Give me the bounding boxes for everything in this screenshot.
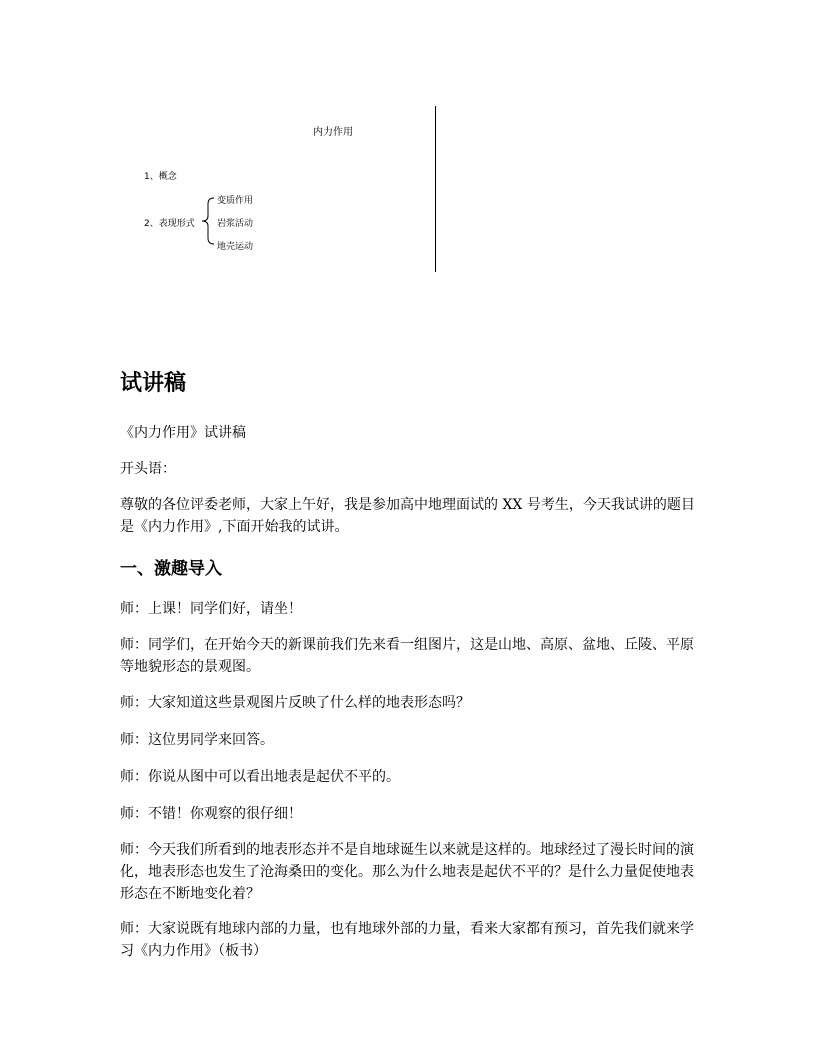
board-subitem: 岩浆活动 xyxy=(217,219,254,229)
section-heading: 一、激趣导入 xyxy=(120,559,222,579)
document-title: 《内力作用》试讲稿 xyxy=(120,425,246,441)
opening-paragraph: 尊敬的各位评委老师，大家上午好，我是参加高中地理面试的 XX 号考生，今天我试讲的题目是《内力作用》,下面开始我的试讲。 xyxy=(120,497,695,535)
board-subitem: 变质作用 xyxy=(217,196,254,206)
board-item-forms: 2、表现形式 xyxy=(144,219,195,229)
dialogue-line: 师：上课！同学们好，请坐！ xyxy=(120,601,302,617)
board-subitem: 地壳运动 xyxy=(217,242,254,252)
board-item-concept: 1、概念 xyxy=(144,172,177,182)
opening-label: 开头语： xyxy=(120,461,176,477)
divider-line xyxy=(435,106,436,272)
dialogue-line: 师：大家知道这些景观图片反映了什么样的地表形态吗？ xyxy=(120,695,470,711)
dialogue-line: 师：大家说既有地球内部的力量，也有地球外部的力量，看来大家都有预习，首先我们就来学习《内力作用》（板书） xyxy=(120,921,694,959)
dialogue-line: 师：这位男同学来回答。 xyxy=(120,732,274,748)
page-heading: 试讲稿 xyxy=(120,371,187,396)
brace-icon xyxy=(200,196,216,246)
dialogue-line: 师：同学们，在开始今天的新课前我们先来看一组图片，这是山地、高原、盆地、丘陵、平原等地貌形态的景观图。 xyxy=(120,637,694,675)
board-title: 内力作用 xyxy=(313,127,353,138)
dialogue-line: 师：你说从图中可以看出地表是起伏不平的。 xyxy=(120,769,400,785)
blackboard-outline xyxy=(120,100,440,275)
dialogue-line: 师：今天我们所看到的地表形态并不是自地球诞生以来就是这样的。地球经过了漫长时间的演化，地表形态也发生了沧海桑田的变化。那么为什么地表是起伏不平的？是什么力量促使地表形态在不断地变化着？ xyxy=(120,842,694,902)
dialogue-line: 师：不错！你观察的很仔细！ xyxy=(120,806,302,822)
